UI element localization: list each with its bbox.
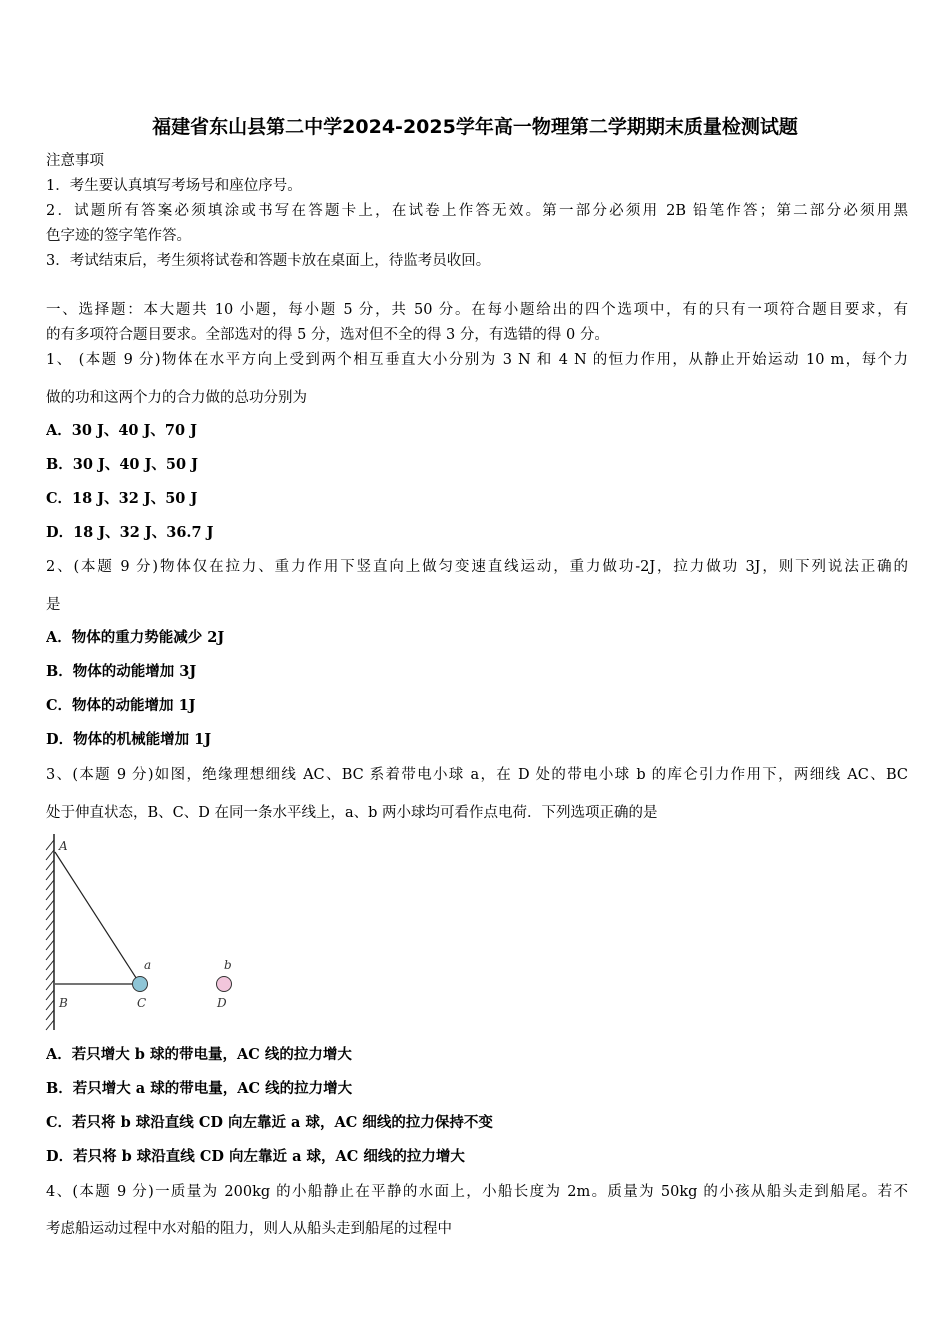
option-item: A．物体的重力势能减少 2J (46, 629, 225, 646)
option-item: C．若只将 b 球沿直线 CD 向左靠近 a 球，AC 细线的拉力保持不变 (46, 1114, 493, 1131)
notice-item: 色字迹的签字笔作答。 (46, 228, 191, 244)
label-ball-a: a (144, 958, 152, 972)
notice-item: 1．考生要认真填写考场号和座位序号。 (46, 178, 302, 194)
section-intro: 的有多项符合题目要求。全部选对的得 5 分，选对但不全的得 3 分，有选错的得 0 分。 (46, 327, 609, 343)
section-intro: 一、选择题：本大题共 10 小题，每小题 5 分，共 50 分。在每小题给出的四个选项中，有的只有一项符合题目要求，有 (46, 302, 908, 318)
wall-hatching (46, 840, 54, 1030)
option-item: C．物体的动能增加 1J (46, 697, 196, 714)
question-stem: 是 (46, 597, 61, 613)
question-stem: 2、(本题 9 分)物体仅在拉力、重力作用下竖直向上做匀变速直线运动，重力做功-2J，拉力做功 3J，则下列说法正确的 (46, 559, 908, 575)
ball-a (133, 977, 148, 992)
question-stem: 4、(本题 9 分)一质量为 200kg 的小船静止在平静的水面上，小船长度为 2m。质量为 50kg 的小孩从船头走到船尾。若不 (46, 1184, 908, 1200)
ball-b (217, 977, 232, 992)
question-stem: 做的功和这两个力的合力做的总功分别为 (46, 390, 307, 406)
notice-item: 3．考试结束后，考生须将试卷和答题卡放在桌面上，待监考员收回。 (46, 253, 491, 269)
option-item: A．若只增大 b 球的带电量，AC 线的拉力增大 (46, 1046, 352, 1063)
label-ball-b: b (224, 958, 232, 972)
coulomb-diagram (40, 832, 260, 1037)
option-item: D．物体的机械能增加 1J (46, 731, 212, 748)
notice-item: 2．试题所有答案必须填涂或书写在答题卡上，在试卷上作答无效。第一部分必须用 2B 铅笔作答；第二部分必须用黑 (46, 203, 908, 219)
option-item: D．18 J、32 J、36.7 J (46, 524, 214, 541)
label-point-b: B (59, 996, 68, 1010)
option-item: D．若只将 b 球沿直线 CD 向左靠近 a 球，AC 细线的拉力增大 (46, 1148, 465, 1165)
question-stem: 处于伸直状态，B、C、D 在同一条水平线上，a、b 两小球均可看作点电荷．下列选项正确的是 (46, 805, 658, 821)
option-item: C．18 J、32 J、50 J (46, 490, 198, 507)
option-item: B．物体的动能增加 3J (46, 663, 197, 680)
label-point-d: D (217, 996, 227, 1010)
question-stem: 3、(本题 9 分)如图，绝缘理想细线 AC、BC 系着带电小球 a，在 D 处的带电小球 b 的库仑引力作用下，两细线 AC、BC (46, 767, 908, 783)
option-item: A．30 J、40 J、70 J (46, 422, 198, 439)
question-stem: 1、 (本题 9 分)物体在水平方向上受到两个相互垂直大小分别为 3 N 和 4 N 的恒力作用，从静止开始运动 10 m，每个力 (46, 352, 908, 368)
option-item: B．30 J、40 J、50 J (46, 456, 199, 473)
thread-ac (55, 852, 140, 984)
label-point-c: C (137, 996, 147, 1010)
notice-heading: 注意事项 (46, 153, 104, 169)
option-item: B．若只增大 a 球的带电量，AC 线的拉力增大 (46, 1080, 353, 1097)
question-stem: 考虑船运动过程中水对船的阻力，则人从船头走到船尾的过程中 (46, 1221, 452, 1237)
page-title: 福建省东山县第二中学2024-2025学年高一物理第二学期期末质量检测试题 (152, 116, 798, 138)
label-point-a: A (59, 839, 68, 853)
